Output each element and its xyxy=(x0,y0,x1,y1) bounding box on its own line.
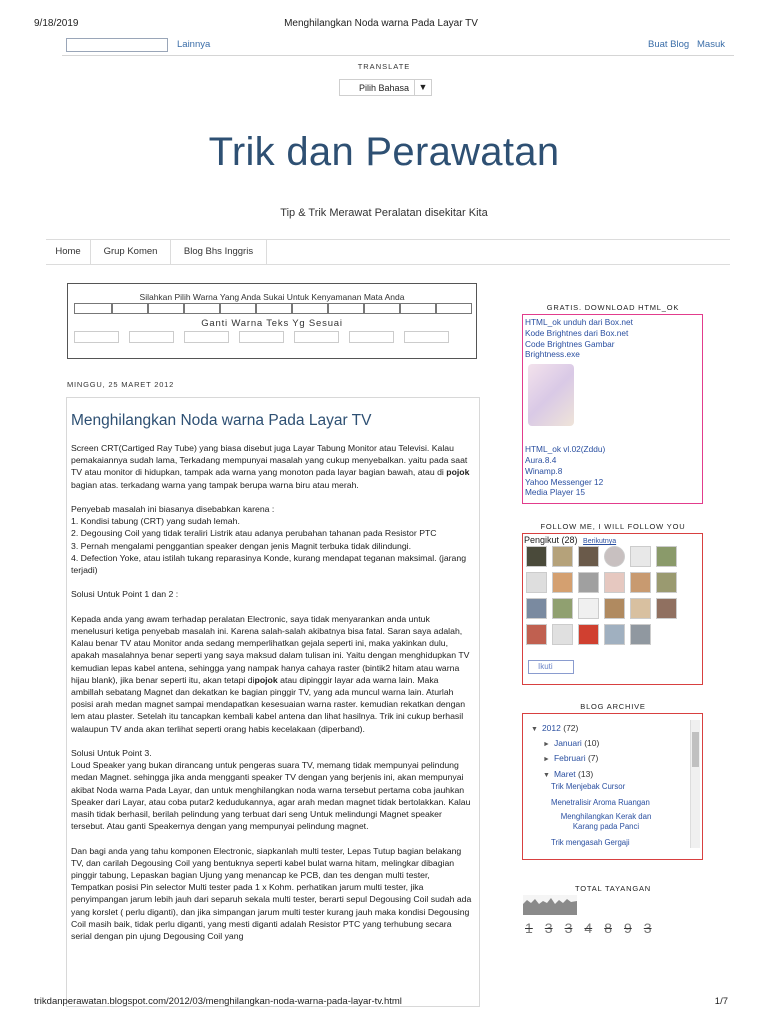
post-subheading: Solusi Untuk Point 1 dan 2 : xyxy=(71,589,179,600)
post-paragraph: Solusi Untuk Point 3. Loud Speaker yang bukan dirancang untuk pengeras suara TV, memang tidak mempunyai pelindung medan Magnet. sehingga jika anda mengganti speaker TV dengan yang berjenis ini, akan mempunyai akibat Noda warna Pada Layar, dan untuk menghilangkan noda warna tersebut pertama coba jauhkan Speaker dari Layar, atau coba putar2 kedudukannya, agar arah medan magnet tidak bertolakkan. Kalau masih tidak berhasil, berilah pelindung yang terbuat dari seng Untuk melindungi Magnet speaker tersebut. Atau ganti Speakernya dengan yang mempunyai pelindung magnet. xyxy=(71,748,471,832)
expanded-triangle-icon: ▼ xyxy=(531,726,538,733)
color-swatch[interactable] xyxy=(364,303,400,314)
print-date: 9/18/2019 xyxy=(34,18,79,29)
color-swatch[interactable] xyxy=(328,303,364,314)
post-paragraph: Screen CRT(Cartiged Ray Tube) yang biasa disebut juga Layar Tabung Monitor atau Televisi. Kalau pemakaiannya sudah lama, Terkadang mempunyai masalah yang cukup menyebalkan. yaitu pada saat TV atau monitor di hidupkan, tampak ada warna yang monoton pada layar bagian bawah, atau di pojok bagian atas. terkadang warna yang tampak berupa warna biru atau merah. xyxy=(71,443,470,490)
text-color-swatch[interactable] xyxy=(404,331,449,343)
create-blog-link[interactable]: Buat Blog xyxy=(648,39,690,50)
pageviews-widget-title: TOTAL TAYANGAN xyxy=(575,884,651,893)
follower-avatar[interactable] xyxy=(630,598,651,619)
pageviews-counter xyxy=(525,920,652,936)
sign-in-link[interactable]: Masuk xyxy=(697,39,725,50)
follower-avatar[interactable] xyxy=(552,624,573,645)
follower-avatar[interactable] xyxy=(552,572,573,593)
color-chooser-caption: Silahkan Pilih Warna Yang Anda Sukai Untuk Kenyamanan Mata Anda xyxy=(139,292,405,302)
color-swatch[interactable] xyxy=(112,303,148,314)
counter-digit: 4 xyxy=(584,920,593,936)
color-swatch[interactable] xyxy=(256,303,292,314)
followers-widget-title: FOLLOW ME, I WILL FOLLOW YOU xyxy=(540,522,686,531)
color-swatch[interactable] xyxy=(148,303,184,314)
post-paragraph: Kepada anda yang awam terhadap peralatan Electronic, saya tidak menyarankan anda untuk menelusuri ketiga penyebab masalah ini. Karena salah-salah akibatnya bisa fatal. Saran saya adalah, Kalau benar TV atau Monitor anda sedang memperlihatkan gejala seperti ini, maka yakinkan dulu, apakah masalahnya benar seperti yang saya maksud dalam tulisan ini. Yaitu dengan menghidupkan TV kemudian lepas kabel antena, sehingga yang nampak hanya cahaya raster (bintik2 hitam atau warna hijau blank), jika benar seperti itu, akan tetapi dipojok atau dipinggir layar ada warna lain. Maka ambillah sebatang Magnet dan dekatkan ke bagian pinggir TV, yang ada muncul warna lain. Aturlah posisi arah medan magnet sampai mendapatkan kesesuaian warna raster. kemudian rekatkan dengan lem atau plaster. Setelah itu tancapkan kembali kabel antena dan lihat hasilnya. Trik ini cukup berhasil walaupun TV anda akan terlihat seperti orang habis kecelakaan (diperband). xyxy=(71,613,470,734)
print-title: Menghilangkan Noda warna Pada Layar TV xyxy=(284,18,478,29)
follower-avatar[interactable] xyxy=(630,572,651,593)
scrollbar-thumb[interactable] xyxy=(692,732,699,767)
language-select-value: Pilih Bahasa xyxy=(359,82,410,93)
post-paragraph: Dan bagi anda yang tahu komponen Electronic, siapkanlah multi tester, Lepas Tutup bagian belakang TV, dan carilah Degousing Coil yang bentuknya seperti kabel bulat warna hitam, melingkar dibagian pinggir tabung, Lepaskan bagian Ujung yang menancap ke PCB, dan tes dengan multi tester, Tempatkan posisi Pin selector Multi tester pada 1 x Kohm. perhatikan jarum multi tester, jika penyimpangan jarum lebih jauh dari separuh sekala multi tester, berarti sepul Degousing Coil sudah ada yang korslet ( perlu diganti), dan jika simpangan jarum multi tester kurang jauh maka kondisi Degousing Coil masih baik, tidak perlu diganti, yang mesti diganti adalah Resistor PTC yang terhubung secara serial dengan pin ujung Degousing Coil yang xyxy=(71,845,472,942)
follower-avatar[interactable] xyxy=(604,572,625,593)
text-color-swatch[interactable] xyxy=(349,331,394,343)
post-title[interactable]: Menghilangkan Noda warna Pada Layar TV xyxy=(71,412,372,429)
blog-title[interactable]: Trik dan Perawatan xyxy=(208,130,560,174)
follower-avatar[interactable] xyxy=(604,546,625,567)
background-swatches xyxy=(74,303,472,314)
post-date: MINGGU, 25 MARET 2012 xyxy=(67,380,175,389)
blogger-navbar xyxy=(62,36,734,56)
follower-avatar[interactable] xyxy=(656,598,677,619)
archive-post-link[interactable]: Menghilangkan Kerak dan Karang pada Panci xyxy=(560,812,652,831)
download-link[interactable]: Winamp.8 xyxy=(525,465,563,476)
download-link[interactable]: Aura.8.4 xyxy=(525,454,557,465)
archive-post-link[interactable]: Trik mengasah Gergaji xyxy=(551,838,630,847)
archive-scrollbar[interactable] xyxy=(690,720,700,848)
counter-digit: 3 xyxy=(544,920,553,936)
text-color-swatch[interactable] xyxy=(184,331,229,343)
text-color-swatch[interactable] xyxy=(239,331,284,343)
bold-word: pojok xyxy=(446,467,470,478)
counter-digit: 3 xyxy=(564,920,573,936)
print-url: trikdanperawatan.blogspot.com/2012/03/menghilangkan-noda-warna-pada-layar-tv.html xyxy=(34,996,402,1007)
collapsed-triangle-icon: ► xyxy=(543,756,550,763)
download-link[interactable]: HTML_ok unduh dari Box.net xyxy=(525,317,633,327)
color-swatch[interactable] xyxy=(184,303,220,314)
counter-digit: 8 xyxy=(604,920,612,936)
tab-home[interactable]: Home xyxy=(46,240,91,264)
follower-avatar[interactable] xyxy=(656,572,677,593)
archive-year-2012[interactable]: ▼ 2012 (72) xyxy=(531,723,579,733)
post-body xyxy=(71,442,473,954)
followers-grid xyxy=(523,546,704,650)
follower-avatar[interactable] xyxy=(578,598,599,619)
chevron-down-icon: ▼ xyxy=(414,80,431,95)
collapsed-triangle-icon: ► xyxy=(543,741,550,748)
archive-widget xyxy=(522,713,703,860)
follower-avatar[interactable] xyxy=(630,624,651,645)
follower-avatar[interactable] xyxy=(526,624,547,645)
expanded-triangle-icon: ▼ xyxy=(543,772,550,779)
print-footer xyxy=(34,996,728,1008)
page-tabs xyxy=(46,239,730,265)
archive-post-link[interactable]: Trik Menjebak Cursor xyxy=(551,782,626,791)
color-swatch[interactable] xyxy=(400,303,436,314)
followers-next-link[interactable]: Berikutnya xyxy=(583,538,617,545)
download-widget xyxy=(522,314,703,504)
download-link[interactable]: Media Player 15 xyxy=(525,487,585,498)
text-color-swatch[interactable] xyxy=(74,331,119,343)
navbar-more-link[interactable]: Lainnya xyxy=(177,39,211,50)
download-link[interactable]: Code Brightnes Gambar xyxy=(525,338,615,349)
follower-avatar[interactable] xyxy=(526,572,547,593)
text-color-swatches xyxy=(74,331,449,343)
download-link[interactable]: Yahoo Messenger 12 xyxy=(525,476,604,487)
archive-month-maret[interactable]: ▼ Maret (13) xyxy=(543,769,594,779)
language-select[interactable] xyxy=(339,79,432,96)
follower-avatar[interactable] xyxy=(630,546,651,567)
follower-avatar[interactable] xyxy=(578,624,599,645)
text-color-swatch[interactable] xyxy=(294,331,339,343)
blog-description: Tip & Trik Merawat Peralatan disekitar Kita xyxy=(280,207,488,219)
print-page-number: 1/7 xyxy=(714,996,728,1007)
print-header xyxy=(34,18,728,30)
blog-post xyxy=(66,397,480,1007)
follower-avatar[interactable] xyxy=(552,546,573,567)
download-widget-title: GRATIS. DOWNLOAD HTML_OK xyxy=(546,303,680,312)
color-swatch[interactable] xyxy=(292,303,328,314)
archive-widget-title: BLOG ARCHIVE xyxy=(580,702,646,711)
download-link[interactable]: HTML_ok vl.02(Zddu) xyxy=(525,444,606,455)
download-link[interactable]: Kode Brightnes dari Box.net xyxy=(525,327,629,338)
counter-digit: 1 xyxy=(525,920,533,936)
follower-avatar[interactable] xyxy=(656,546,677,567)
follower-avatar[interactable] xyxy=(526,598,547,619)
archive-month-februari[interactable]: ► Februari (7) xyxy=(543,753,599,763)
counter-digit: 3 xyxy=(643,920,652,936)
text-color-swatch[interactable] xyxy=(129,331,174,343)
tab-blog-bhs-inggris[interactable]: Blog Bhs Inggris xyxy=(171,240,267,264)
causes-list: Penyebab masalah ini biasanya disebabkan karena : 1. Kondisi tabung (CRT) yang sudah lemah. 2. Degousing Coil yang tidak teraliri Listrik atau adanya perubahan tahanan pada Resistor PTC 3. Pernah mengalami penggantian speaker dengan jenis Magnit terbuka tidak dilindungi. 4. Defection Yoke, atau istilah tukang reparasinya Konde, kurang mendapat teganan maksimal. (jarang terjadi) xyxy=(71,504,467,576)
counter-digit: 9 xyxy=(623,920,632,936)
follow-button[interactable]: Ikuti xyxy=(528,660,574,674)
tab-grup-komen[interactable]: Grup Komen xyxy=(91,240,171,264)
follower-avatar[interactable] xyxy=(578,546,599,567)
color-chooser-widget xyxy=(67,283,477,359)
color-swatch[interactable] xyxy=(436,303,472,314)
color-swatch[interactable] xyxy=(220,303,256,314)
download-image[interactable] xyxy=(528,364,574,426)
follower-avatar[interactable] xyxy=(526,546,547,567)
follower-avatar[interactable] xyxy=(552,598,573,619)
download-link[interactable]: Brightness.exe xyxy=(525,349,580,360)
followers-widget xyxy=(522,533,703,685)
follower-avatar[interactable] xyxy=(578,572,599,593)
color-swatch[interactable] xyxy=(74,303,112,314)
archive-post-link[interactable]: Menetralisir Aroma Ruangan xyxy=(551,798,650,807)
translate-title: TRANSLATE xyxy=(357,62,411,71)
follower-avatar[interactable] xyxy=(604,624,625,645)
navbar-search-input[interactable] xyxy=(66,38,168,52)
pageviews-sparkline xyxy=(523,895,577,915)
archive-month-januari[interactable]: ► Januari (10) xyxy=(543,738,600,748)
bold-word: pojok xyxy=(254,674,278,685)
text-color-caption: Ganti Warna Teks Yg Sesuai xyxy=(201,318,343,329)
followers-count: Pengikut (28) xyxy=(524,535,578,545)
follower-avatar[interactable] xyxy=(604,598,625,619)
